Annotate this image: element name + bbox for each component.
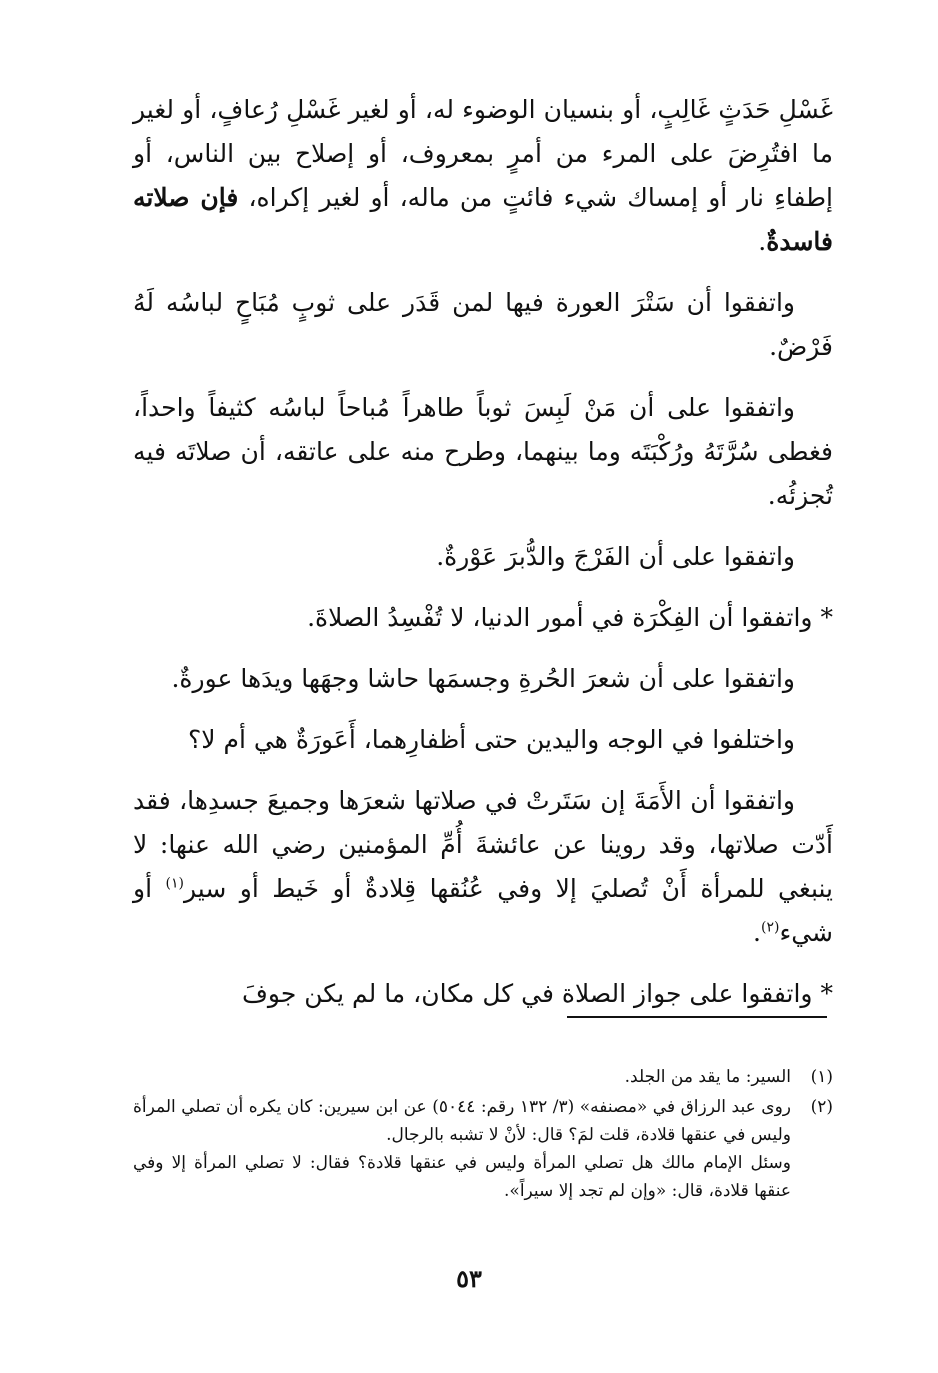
footnote-line: وسئل الإمام مالك هل تصلي المرأة وليس في عنقها قلادة؟ فقال: لا تصلي المرأة إلا وفي عنقها قلادة، قال: «وإن لم تجد إلا سيراً».	[133, 1153, 791, 1201]
asterisk-icon: *	[820, 603, 833, 632]
paragraph-8-mid: أو شيء	[133, 874, 833, 947]
paragraph-5	[133, 596, 833, 640]
paragraph-5-text: واتفقوا أن الفِكْرَة في أمور الدنيا، لا تُفْسِدُ الصلاةَ.	[307, 603, 813, 632]
paragraph-4-text: واتفقوا على أن الفَرْجَ والدُّبرَ عَوْرةٌ.	[436, 542, 795, 571]
paragraph-9	[133, 972, 833, 1016]
footnote-ref-2: (٢)	[760, 919, 780, 936]
footnote-body	[133, 1063, 791, 1091]
footnote-2	[133, 1093, 833, 1205]
paragraph-7-text: واختلفوا في الوجه واليدين حتى أظفارِهما، أَعَورَةٌ هي أم لا؟	[188, 725, 795, 754]
paragraph-7	[133, 718, 833, 762]
paragraph-8-end: .	[753, 918, 761, 947]
paragraph-1-text: غَسْلِ حَدَثٍ غَالِبٍ، أو بنسيان الوضوء له، أو لغير غَسْلِ رُعافٍ، أو لغير ما افتُرِضَ على المرء من أمرٍ بمعروف، أو إصلاح بين الناس، أو إطفاءِ نار أو إمساك شيء فائتٍ من ماله، أو لغير إكراه،	[133, 95, 834, 212]
paragraph-8	[133, 779, 833, 955]
paragraph-4	[133, 535, 833, 579]
paragraph-6-text: واتفقوا على أن شعرَ الحُرةِ وجسمَها حاشا وجهَها ويدَها عورةٌ.	[171, 664, 795, 693]
paragraph-8-text: واتفقوا أن الأَمَةَ إن سَتَرتْ في صلاتها شعرَها وجميعَ جسدِها، فقد أَدّت صلاتها، وقد روينا عن عائشةَ أُمِّ المؤمنين رضي الله عنها: لا ينبغي للمرأة أَنْ تُصليَ إلا وفي عُنُقها قِلادةٌ أو خَيط أو سير	[133, 786, 834, 903]
main-text	[133, 88, 833, 1033]
footnote-line: السير: ما يقد من الجلد.	[624, 1067, 791, 1087]
paragraph-1	[133, 88, 833, 264]
paragraph-1-end: .	[758, 227, 767, 256]
paragraph-9-text: واتفقوا على جواز الصلاة في كل مكان، ما لم يكن جوفَ	[242, 979, 813, 1008]
footnote-number: (١)	[810, 1067, 833, 1087]
paragraph-6	[133, 657, 833, 701]
page-number: ٥٣	[456, 1264, 482, 1293]
footnotes	[133, 1063, 833, 1207]
footnote-ref-1: (١)	[165, 875, 184, 892]
footnote-number: (٢)	[810, 1097, 833, 1117]
paragraph-2-text: واتفقوا أن سَتْرَ العورة فيها لمن قَدَر على ثوبٍ مُبَاحٍ لباسُه لَهُ فَرْضٌ.	[133, 288, 833, 361]
footnote-divider	[567, 1016, 827, 1018]
asterisk-icon: *	[820, 979, 833, 1008]
footnote-line: روى عبد الرزاق في «مصنفه» (٣/ ١٣٢ رقم: ٥٠٤٤) عن ابن سيرين: كان يكره أن تصلي المرأة وليس في عنقها قلادة، قلت لمَ؟ قال: لأنْ لا تشبه بالرجال.	[133, 1097, 791, 1145]
paragraph-1-bold: فإن صلاته فاسدةٌ	[133, 183, 833, 256]
paragraph-3-text: واتفقوا على أن مَنْ لَبِسَ ثوباً طاهراً مُباحاً لباسُه كثيفاً واحداً، فغطى سُرَّتَهُ ورُكْبَتَه وما بينهما، وطرح منه على عاتقه، أن صلاتَه فيه تُجزئُه.	[133, 393, 833, 510]
footnote-body	[133, 1093, 791, 1205]
footnote-1	[133, 1063, 833, 1091]
paragraph-3	[133, 386, 833, 518]
paragraph-2	[133, 281, 833, 369]
